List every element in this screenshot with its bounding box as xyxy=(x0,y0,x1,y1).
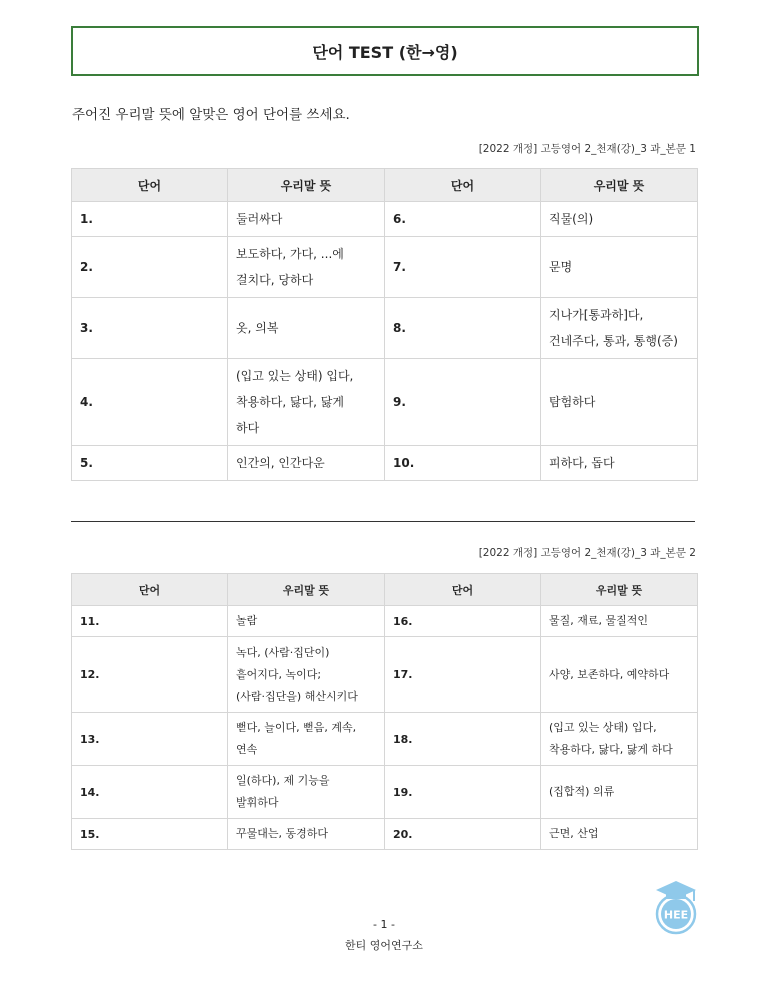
table-row xyxy=(72,237,698,298)
item-meaning: 일(하다), 제 기능을 발휘하다 xyxy=(228,766,385,819)
item-number[interactable]: 4. xyxy=(72,359,228,446)
header-word-2: 단어 xyxy=(385,574,541,606)
item-meaning: 직물(의) xyxy=(541,202,698,237)
item-number[interactable]: 14. xyxy=(72,766,228,819)
header-word-2: 단어 xyxy=(385,169,541,202)
item-meaning: 물질, 재료, 물질적인 xyxy=(541,606,698,637)
item-number[interactable]: 10. xyxy=(385,446,541,481)
item-meaning: 옷, 의복 xyxy=(228,298,385,359)
item-number[interactable]: 18. xyxy=(385,713,541,766)
table-row xyxy=(72,298,698,359)
item-meaning: 피하다, 돕다 xyxy=(541,446,698,481)
section2-source: [2022 개정] 고등영어 2_천재(강)_3 과_본문 2 xyxy=(478,547,696,559)
table-row xyxy=(72,446,698,481)
page-number: - 1 - xyxy=(373,918,395,931)
header-meaning-2: 우리말 뜻 xyxy=(541,169,698,202)
item-meaning: 근면, 산업 xyxy=(541,819,698,850)
item-meaning: 지나가[통과하]다, 건네주다, 통과, 통행(증) xyxy=(541,298,698,359)
header-meaning-1: 우리말 뜻 xyxy=(228,169,385,202)
section1-source: [2022 개정] 고등영어 2_천재(강)_3 과_본문 1 xyxy=(478,143,696,155)
item-number[interactable]: 3. xyxy=(72,298,228,359)
item-meaning: 탐험하다 xyxy=(541,359,698,446)
item-number[interactable]: 19. xyxy=(385,766,541,819)
item-number[interactable]: 1. xyxy=(72,202,228,237)
vocab-table-1 xyxy=(71,168,698,481)
item-meaning: (입고 있는 상태) 입다, 착용하다, 닳다, 닳게 하다 xyxy=(541,713,698,766)
table-row xyxy=(72,359,698,446)
item-number[interactable]: 17. xyxy=(385,637,541,713)
item-meaning: 인간의, 인간다운 xyxy=(228,446,385,481)
instruction-text: 주어진 우리말 뜻에 알맞은 영어 단어를 쓰세요. xyxy=(72,107,350,123)
item-meaning: (입고 있는 상태) 입다, 착용하다, 닳다, 닳게 하다 xyxy=(228,359,385,446)
header-word-1: 단어 xyxy=(72,574,228,606)
item-meaning: 사양, 보존하다, 예약하다 xyxy=(541,637,698,713)
header-word-1: 단어 xyxy=(72,169,228,202)
page-title-text: 단어 TEST (한→영) xyxy=(312,42,458,62)
page-title xyxy=(71,26,699,76)
table-row xyxy=(72,766,698,819)
table-row xyxy=(72,819,698,850)
item-number[interactable]: 12. xyxy=(72,637,228,713)
item-meaning: 놀람 xyxy=(228,606,385,637)
table-row xyxy=(72,202,698,237)
vocab-table-2 xyxy=(71,573,698,850)
table-row xyxy=(72,637,698,713)
footer-org: 한티 영어연구소 xyxy=(345,939,423,952)
item-number[interactable]: 15. xyxy=(72,819,228,850)
table-header-row xyxy=(72,574,698,606)
item-number[interactable]: 6. xyxy=(385,202,541,237)
item-number[interactable]: 5. xyxy=(72,446,228,481)
logo-text: HEE xyxy=(663,908,689,922)
item-meaning: 꾸물대는, 동경하다 xyxy=(228,819,385,850)
header-meaning-2: 우리말 뜻 xyxy=(541,574,698,606)
item-number[interactable]: 13. xyxy=(72,713,228,766)
item-number[interactable]: 2. xyxy=(72,237,228,298)
item-number[interactable]: 16. xyxy=(385,606,541,637)
table-header-row xyxy=(72,169,698,202)
table-row xyxy=(72,713,698,766)
item-number[interactable]: 9. xyxy=(385,359,541,446)
item-number[interactable]: 20. xyxy=(385,819,541,850)
item-meaning: 문명 xyxy=(541,237,698,298)
item-meaning: 녹다, (사람·집단이) 흩어지다, 녹이다; (사람·집단을) 해산시키다 xyxy=(228,637,385,713)
item-meaning: 뻗다, 늘이다, 뻗음, 계속, 연속 xyxy=(228,713,385,766)
item-meaning: 둘러싸다 xyxy=(228,202,385,237)
item-number[interactable]: 8. xyxy=(385,298,541,359)
item-number[interactable]: 11. xyxy=(72,606,228,637)
item-meaning: (집합적) 의류 xyxy=(541,766,698,819)
section-divider xyxy=(71,521,695,522)
header-meaning-1: 우리말 뜻 xyxy=(228,574,385,606)
item-number[interactable]: 7. xyxy=(385,237,541,298)
table-row xyxy=(72,606,698,637)
item-meaning: 보도하다, 가다, ...에 걸치다, 당하다 xyxy=(228,237,385,298)
